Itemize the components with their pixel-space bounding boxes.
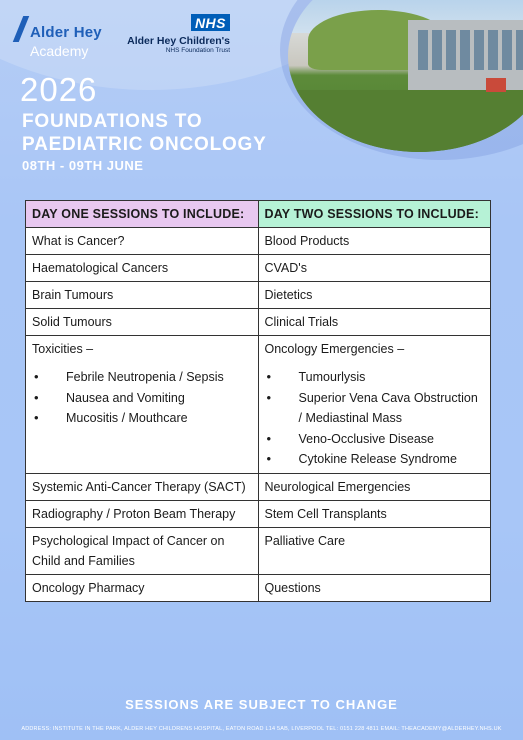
list-item: • Nausea and Vomiting [32, 388, 252, 409]
academy-logo-mark [13, 16, 30, 42]
academy-logo-line2: Academy [30, 43, 89, 59]
list-item: • Febrile Neutropenia / Sepsis [32, 367, 252, 388]
table-row [26, 282, 491, 309]
day-one-session: Haematological Cancers [26, 255, 259, 282]
list-item: • Mucositis / Mouthcare [32, 408, 252, 429]
table-row [26, 574, 491, 601]
day-two-heading: DAY TWO SESSIONS TO INCLUDE: [258, 201, 491, 228]
day-one-heading: DAY ONE SESSIONS TO INCLUDE: [26, 201, 259, 228]
day-one-session: Oncology Pharmacy [26, 574, 259, 601]
building-windows [418, 30, 523, 70]
red-structure [486, 78, 506, 92]
list-item: • Superior Vena Cava Obstruction / Mediastinal Mass [265, 388, 485, 429]
table-row [26, 255, 491, 282]
day-one-session: Systemic Anti-Cancer Therapy (SACT) [26, 473, 259, 500]
list-item: • Cytokine Release Syndrome [265, 449, 485, 470]
toxicities-list [32, 367, 252, 429]
day-two-session: CVAD's [258, 255, 491, 282]
contact-address: ADDRESS: INSTITUTE IN THE PARK, ALDER HEY CHILDRENS HOSPITAL, EATON ROAD L14 5AB, LIVERPOOL TEL: 0151 228 4811 EMAIL: THEACADEMY@ALDERHEY.NHS.UK [21, 726, 502, 732]
course-title-line2: PAEDIATRIC ONCOLOGY [22, 134, 267, 155]
day-one-session: Radiography / Proton Beam Therapy [26, 500, 259, 527]
table-row [26, 473, 491, 500]
table-row [26, 336, 491, 474]
course-title [22, 110, 267, 156]
day-one-session: Solid Tumours [26, 309, 259, 336]
course-year: 2026 [20, 71, 98, 108]
sessions-table [25, 200, 491, 602]
list-item: • Veno-Occlusive Disease [265, 429, 485, 450]
day-one-session: Psychological Impact of Cancer on Child and Families [26, 527, 259, 574]
trust-name: Alder Hey Children's [127, 35, 230, 47]
day-two-session: Dietetics [258, 282, 491, 309]
table-row [26, 228, 491, 255]
table-row [26, 527, 491, 574]
oncology-emergencies-heading: Oncology Emergencies – [264, 342, 405, 356]
nhs-badge: NHS [191, 14, 230, 31]
day-two-session: Palliative Care [258, 527, 491, 574]
day-two-session: Stem Cell Transplants [258, 500, 491, 527]
day-two-session [258, 336, 491, 474]
trust-subtitle: NHS Foundation Trust [165, 47, 230, 54]
lawn [288, 90, 523, 152]
day-one-session: What is Cancer? [26, 228, 259, 255]
sessions-change-notice: SESSIONS ARE SUBJECT TO CHANGE [125, 697, 398, 712]
day-one-session [26, 336, 259, 474]
academy-logo-line1: Alder Hey [30, 24, 102, 41]
academy-logo [18, 14, 128, 60]
oncology-emergencies-list [265, 367, 485, 470]
hospital-building-photo [288, 0, 523, 152]
day-two-session: Questions [258, 574, 491, 601]
table-header-row [26, 201, 491, 228]
toxicities-heading: Toxicities – [32, 342, 94, 356]
table-row [26, 309, 491, 336]
list-item: • Tumourlysis [265, 367, 485, 388]
day-two-session: Neurological Emergencies [258, 473, 491, 500]
day-one-session: Brain Tumours [26, 282, 259, 309]
day-two-session: Blood Products [258, 228, 491, 255]
day-two-session: Clinical Trials [258, 309, 491, 336]
course-title-line1: FOUNDATIONS TO [22, 111, 203, 132]
nhs-trust-logo [120, 14, 230, 54]
course-dates: 08TH - 09TH JUNE [22, 158, 144, 173]
table-row [26, 500, 491, 527]
